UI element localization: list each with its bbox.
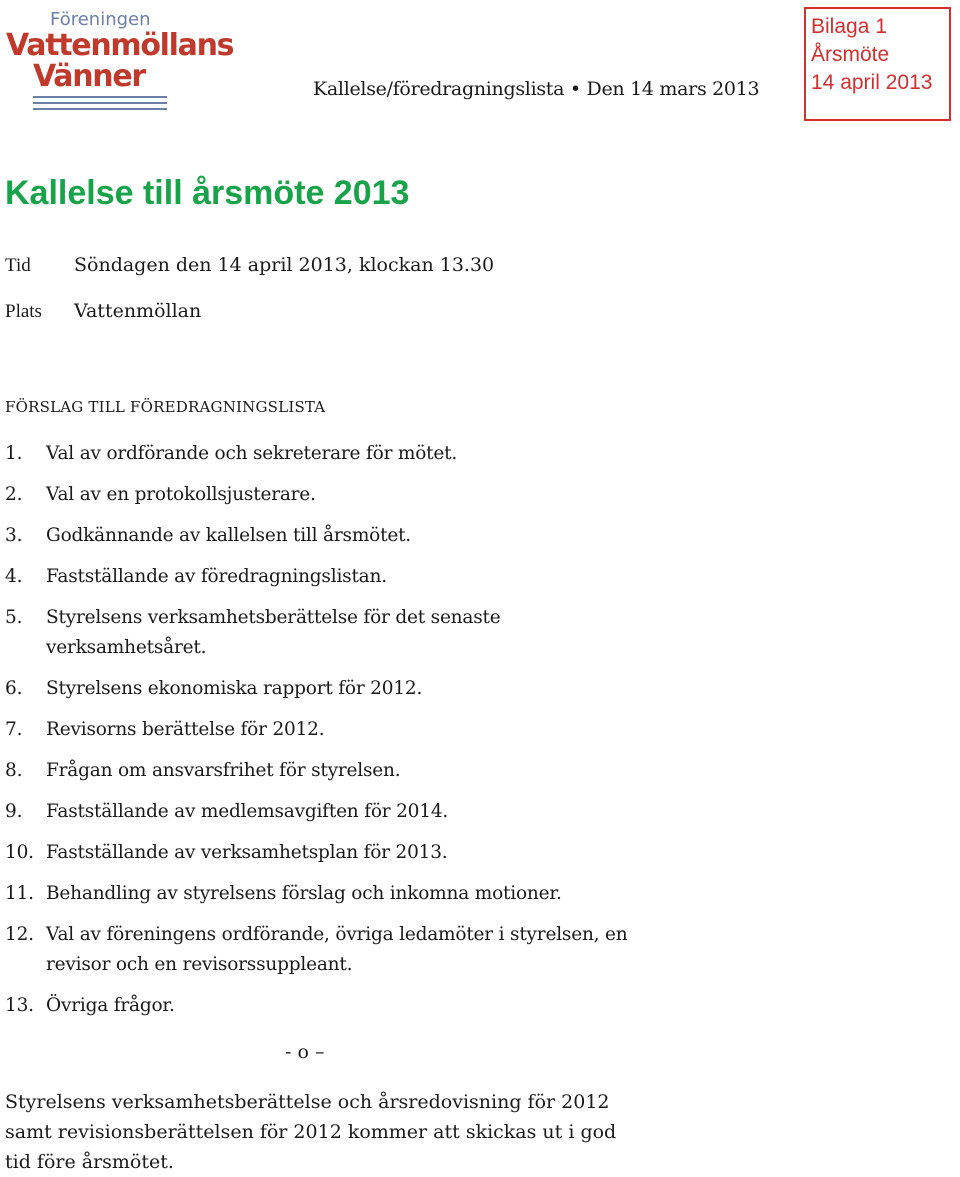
agenda-item-number: 1. bbox=[5, 443, 23, 464]
agenda-item-number: 9. bbox=[5, 801, 23, 822]
bilaga-date: 14 april 2013 bbox=[811, 71, 933, 94]
info-row-tid bbox=[5, 254, 494, 277]
tid-value: Söndagen den 14 april 2013, klockan 13.30 bbox=[74, 254, 495, 276]
agenda-item-text: Fastställande av verksamhetsplan för 2013. bbox=[46, 842, 448, 863]
agenda-item-text: Fastställande av föredragningslistan. bbox=[46, 566, 387, 587]
agenda-item-text: Revisorns berättelse för 2012. bbox=[46, 719, 325, 740]
plats-value: Vattenmöllan bbox=[74, 300, 202, 322]
agenda-heading: FÖRSLAG TILL FÖREDRAGNINGSLISTA bbox=[5, 398, 326, 416]
section-divider: - o – bbox=[285, 1041, 325, 1063]
agenda-item-text: Val av en protokollsjusterare. bbox=[46, 484, 316, 505]
agenda-item-text: Styrelsens ekonomiska rapport för 2012. bbox=[46, 678, 423, 699]
tid-label: Tid bbox=[5, 255, 31, 276]
agenda-item-text: Fastställande av medlemsavgiften för 2014. bbox=[46, 801, 449, 822]
agenda-item-number: 10. bbox=[5, 842, 34, 863]
logo-line-vanner: Vänner bbox=[33, 59, 145, 94]
agenda-item-number: 8. bbox=[5, 760, 23, 781]
agenda-item-text: Val av föreningens ordförande, övriga ledamöter i styrelsen, en bbox=[46, 924, 628, 945]
header-text: Kallelse/föredragningslista • Den 14 mars 2013 bbox=[313, 78, 760, 100]
agenda-item-number: 4. bbox=[5, 566, 23, 587]
info-row-plats bbox=[5, 300, 201, 323]
agenda-item-text-line2: revisor och en revisorssuppleant. bbox=[46, 954, 353, 975]
agenda-item-number: 2. bbox=[5, 484, 23, 505]
agenda-item-text: Godkännande av kallelsen till årsmötet. bbox=[46, 525, 411, 546]
bilaga-meeting: Årsmöte bbox=[811, 43, 890, 66]
agenda-item-number: 11. bbox=[5, 883, 34, 904]
agenda-item-text: Val av ordförande och sekreterare för mötet. bbox=[46, 443, 458, 464]
agenda-item-text: Behandling av styrelsens förslag och inkomna motioner. bbox=[46, 883, 562, 904]
logo-line-foreningen: Föreningen bbox=[50, 9, 151, 30]
agenda-item-text: Styrelsens verksamhetsberättelse för det senaste bbox=[46, 607, 501, 628]
logo-line-vattenmollans: Vattenmöllans bbox=[6, 28, 234, 63]
agenda-item-number: 12. bbox=[5, 924, 34, 945]
page-title: Kallelse till årsmöte 2013 bbox=[5, 174, 410, 212]
agenda-item-number: 13. bbox=[5, 995, 34, 1016]
logo bbox=[6, 9, 234, 114]
logo-water-lines bbox=[33, 96, 167, 110]
bilaga-box bbox=[804, 7, 951, 121]
agenda-item-text: Övriga frågor. bbox=[46, 995, 175, 1016]
agenda-item-number: 6. bbox=[5, 678, 23, 699]
agenda-item-number: 3. bbox=[5, 525, 23, 546]
agenda-item-text-line2: verksamhetsåret. bbox=[46, 637, 207, 658]
agenda-item-number: 5. bbox=[5, 607, 23, 628]
agenda-item-number: 7. bbox=[5, 719, 23, 740]
plats-label: Plats bbox=[5, 301, 42, 322]
bilaga-label: Bilaga 1 bbox=[811, 15, 887, 38]
agenda-item-text: Frågan om ansvarsfrihet för styrelsen. bbox=[46, 760, 401, 781]
footer-paragraph: Styrelsens verksamhetsberättelse och årsredovisning för 2012 samt revisionsberättelsen för 2012 kommer att skickas ut i god tid före årsmötet. bbox=[5, 1091, 617, 1173]
